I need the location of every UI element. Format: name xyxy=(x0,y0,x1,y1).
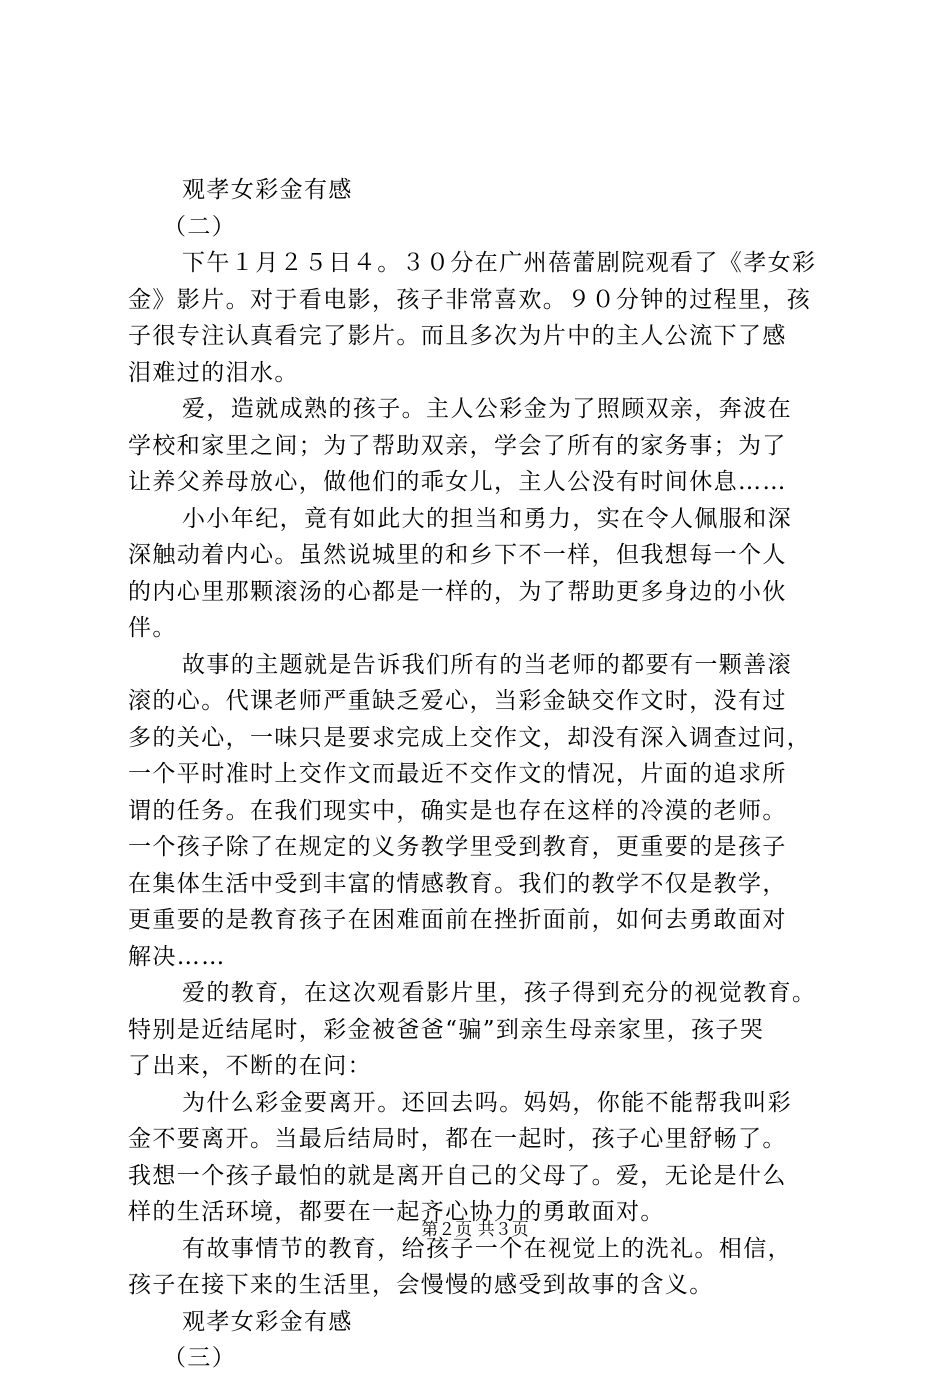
paragraph-line: 金》影片。对于看电影，孩子非常喜欢。９０分钟的过程里，孩 xyxy=(128,286,812,313)
page-footer: 第２页 共３页 xyxy=(421,1220,529,1240)
section-number: （三） xyxy=(163,1345,237,1371)
document-body xyxy=(128,172,834,1377)
paragraph-line: 多的关心，一味只是要求完成上交作文，却没有深入调查过问， xyxy=(128,724,812,751)
paragraph-line: 了出来，不断的在问： xyxy=(128,1053,372,1079)
paragraph-line: 样的生活环境，都要在一起齐心协力的勇敢面对。 xyxy=(128,1199,665,1225)
paragraph-line: 解决…… xyxy=(128,943,226,970)
paragraph-line: 滚的心。代课老师严重缺乏爱心，当彩金缺交作文时，没有过 xyxy=(128,688,787,714)
paragraph-line: 下午１月２５日４。３０分在广州蓓蕾剧院观看了《孝女彩 xyxy=(182,250,817,276)
paragraph-line: 一个平时准时上交作文而最近不交作文的情况，片面的追求所 xyxy=(128,761,787,787)
paragraph-line: 让养父养母放心，做他们的乖女儿，主人公没有时间休息…… xyxy=(128,469,787,495)
paragraph-line: 子很专注认真看完了影片。而且多次为片中的主人公流下了感 xyxy=(128,323,787,349)
paragraph-line: 爱的教育，在这次观看影片里，孩子得到充分的视觉教育。 xyxy=(182,980,817,1006)
section-title: 观孝女彩金有感 xyxy=(182,177,353,203)
paragraph-line: 泪难过的泪水。 xyxy=(128,359,299,386)
paragraph-line: 一个孩子除了在规定的义务教学里受到教育，更重要的是孩子 xyxy=(128,834,787,860)
paragraph-line: 在集体生活中受到丰富的情感教育。我们的教学不仅是教学， xyxy=(128,870,787,897)
paragraph-line: 金不要离开。当最后结局时，都在一起时，孩子心里舒畅了。 xyxy=(128,1126,787,1152)
paragraph-line: 更重要的是教育孩子在困难面前在挫折面前，如何去勇敢面对 xyxy=(128,907,787,933)
section-title: 观孝女彩金有感 xyxy=(182,1308,353,1335)
section-number: （二） xyxy=(163,213,237,240)
paragraph-line: 小小年纪，竟有如此大的担当和勇力，实在令人佩服和深 xyxy=(182,505,792,532)
paragraph-line: 爱，造就成熟的孩子。主人公彩金为了照顾双亲，奔波在 xyxy=(182,396,792,422)
paragraph-line: 学校和家里之间；为了帮助双亲，学会了所有的家务事；为了 xyxy=(128,432,787,459)
paragraph-line: 伴。 xyxy=(128,615,177,641)
paragraph-line: 孩子在接下来的生活里，会慢慢的感受到故事的含义。 xyxy=(128,1272,714,1298)
paragraph-line: 为什么彩金要离开。还回去吗。妈妈，你能不能帮我叫彩 xyxy=(182,1089,792,1116)
paragraph-line: 谓的任务。在我们现实中，确实是也存在这样的冷漠的老师。 xyxy=(128,797,787,824)
paragraph-line: 有故事情节的教育，给孩子一个在视觉上的洗礼。相信， xyxy=(182,1235,792,1262)
paragraph-line: 我想一个孩子最怕的就是离开自己的父母了。爱，无论是什么 xyxy=(128,1162,787,1189)
paragraph-line: 特别是近结尾时，彩金被爸爸“骗”到亲生母亲家里，孩子哭 xyxy=(128,1016,765,1043)
paragraph-line: 故事的主题就是告诉我们所有的当老师的都要有一颗善滚 xyxy=(182,651,792,678)
paragraph-line: 深触动着内心。虽然说城里的和乡下不一样，但我想每一个人 xyxy=(128,542,787,568)
paragraph-line: 的内心里那颗滚汤的心都是一样的，为了帮助更多身边的小伙 xyxy=(128,578,787,605)
